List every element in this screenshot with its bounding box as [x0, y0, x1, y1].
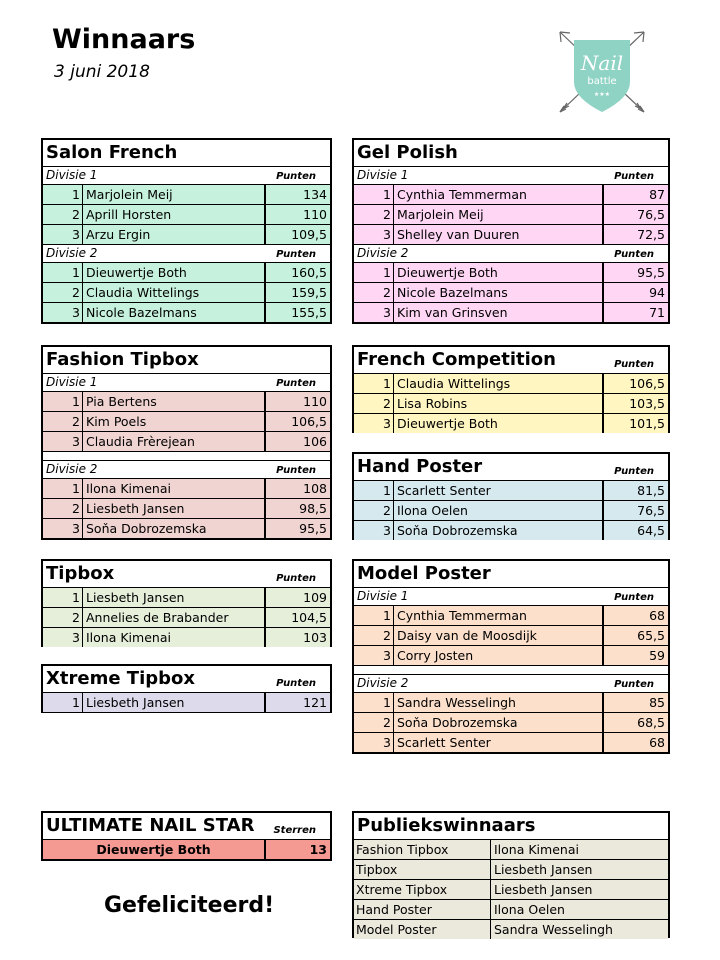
score-cell: 87 — [649, 187, 665, 202]
table-row — [43, 412, 330, 432]
points-label: Punten — [276, 465, 316, 476]
table-row — [354, 481, 668, 501]
rank-cell: 1 — [354, 606, 394, 625]
french-competition-box — [352, 345, 670, 433]
score-cell: 103,5 — [629, 396, 665, 411]
rank-cell: 3 — [354, 521, 394, 540]
table-row — [43, 519, 330, 538]
rank-cell: 2 — [43, 608, 83, 627]
box-title — [354, 454, 668, 481]
score-cell: 108 — [303, 481, 327, 496]
table-row — [43, 479, 330, 499]
name-cell: Ilona Kimenai — [83, 628, 266, 647]
tipbox-box — [41, 559, 332, 647]
score-cell: 85 — [649, 695, 665, 710]
name-cell: Scarlett Senter — [394, 733, 604, 752]
rank-cell: 1 — [43, 588, 83, 607]
name-cell: Lisa Robins — [394, 394, 604, 413]
division-rows — [354, 263, 668, 322]
table-row — [354, 900, 668, 920]
name-cell: Sandra Wesselingh — [494, 922, 613, 937]
score-cell: 95,5 — [637, 265, 665, 280]
score-cell: 65,5 — [637, 628, 665, 643]
rank-cell: 3 — [43, 628, 83, 647]
name-cell: Divisie 2 — [357, 246, 409, 260]
gel-polish-box — [352, 138, 670, 324]
table-row — [354, 860, 668, 880]
page-date: 3 juni 2018 — [54, 62, 150, 82]
name-cell: Divisie 1 — [357, 589, 409, 603]
table-row — [354, 414, 668, 433]
name-cell: Claudia Frèrejean — [83, 432, 266, 451]
box-title: Model Poster — [354, 561, 668, 588]
table-row — [354, 225, 668, 245]
table-row — [354, 521, 668, 540]
table-row — [43, 392, 330, 412]
table-row — [354, 646, 668, 666]
name-cell: Dieuwertje Both — [83, 263, 266, 282]
score-cell: 121 — [303, 695, 327, 710]
name-cell: Liesbeth Jansen — [494, 882, 593, 897]
points-label: Punten — [614, 466, 654, 477]
fashion-tipbox-box — [41, 345, 332, 540]
table-row — [43, 283, 330, 303]
rank-cell: 3 — [43, 225, 83, 244]
score-cell: 159,5 — [291, 285, 327, 300]
rank-cell: 3 — [43, 303, 83, 322]
points-label: Punten — [614, 249, 654, 260]
score-cell: 109,5 — [291, 227, 327, 242]
name-cell: Pia Bertens — [83, 392, 266, 411]
name-cell: Ilona Kimenai — [494, 842, 579, 857]
name-cell: Ilona Kimenai — [83, 479, 266, 498]
name-cell: Soňa Dobrozemska — [394, 713, 604, 732]
score-cell: 13 — [309, 842, 327, 857]
name-cell: Soňa Dobrozemska — [394, 521, 604, 540]
salon-french-box — [41, 138, 332, 324]
rank-cell: 2 — [354, 713, 394, 732]
score-cell: 94 — [649, 285, 665, 300]
division-rows — [354, 606, 668, 666]
rank-cell: 3 — [354, 733, 394, 752]
name-cell: Nicole Bazelmans — [394, 283, 604, 302]
table-row — [43, 205, 330, 225]
table-row — [43, 608, 330, 628]
name-cell: Liesbeth Jansen — [83, 499, 266, 518]
name-cell: Tipbox — [354, 860, 491, 879]
name-cell: Marjolein Meij — [83, 185, 266, 204]
points-label: Punten — [276, 378, 316, 389]
division-rows — [43, 185, 330, 245]
name-cell: Soňa Dobrozemska — [83, 519, 266, 538]
spacer — [354, 666, 668, 675]
table-row — [354, 374, 668, 394]
table-row — [43, 588, 330, 608]
division-rows — [354, 185, 668, 245]
name-cell: Xtreme Tipbox — [354, 880, 491, 899]
division-header — [354, 588, 668, 606]
rank-cell: 2 — [354, 394, 394, 413]
score-cell: 71 — [649, 305, 665, 320]
points-label: Punten — [276, 249, 316, 260]
points-label: Punten — [614, 359, 654, 370]
division-header — [43, 374, 330, 392]
division-header — [43, 167, 330, 185]
box-title: Gel Polish — [354, 140, 668, 167]
name-cell: Scarlett Senter — [394, 481, 604, 500]
rank-cell: 3 — [354, 225, 394, 244]
table-row — [354, 880, 668, 900]
table-row — [43, 628, 330, 647]
table-row — [354, 263, 668, 283]
table-row — [354, 713, 668, 733]
name-cell: Divisie 1 — [46, 168, 98, 182]
name-cell: Sandra Wesselingh — [394, 693, 604, 712]
ultimate-nail-star-box — [41, 811, 332, 861]
box-title: Fashion Tipbox — [43, 347, 330, 374]
table-row — [354, 626, 668, 646]
name-cell: Divisie 1 — [357, 168, 409, 182]
rank-cell: 2 — [43, 499, 83, 518]
table-row — [354, 693, 668, 713]
name-cell: Nicole Bazelmans — [83, 303, 266, 322]
rank-cell: 1 — [354, 263, 394, 282]
points-label: Punten — [614, 171, 654, 182]
score-cell: 106 — [303, 434, 327, 449]
score-cell: 106,5 — [629, 376, 665, 391]
rank-cell: 1 — [354, 693, 394, 712]
name-cell: Daisy van de Moosdijk — [394, 626, 604, 645]
svg-text:★★★: ★★★ — [593, 91, 611, 98]
name-cell: Cynthia Temmerman — [394, 185, 604, 204]
name-cell: Kim Poels — [83, 412, 266, 431]
score-cell: 72,5 — [637, 227, 665, 242]
table-row — [43, 225, 330, 245]
rank-cell: 2 — [354, 626, 394, 645]
rank-cell: 3 — [43, 432, 83, 451]
rank-cell: 3 — [354, 414, 394, 433]
box-title: Salon French — [43, 140, 330, 167]
spacer — [43, 452, 330, 461]
rank-cell: 2 — [354, 283, 394, 302]
rank-cell: 1 — [43, 392, 83, 411]
svg-text:Nail: Nail — [580, 51, 624, 75]
table-row — [43, 185, 330, 205]
name-cell: Model Poster — [354, 920, 491, 939]
score-cell: 106,5 — [291, 414, 327, 429]
rank-cell: 1 — [43, 693, 83, 712]
name-cell: Dieuwertje Both — [43, 840, 266, 859]
score-cell: 110 — [303, 207, 327, 222]
score-cell: 68 — [649, 608, 665, 623]
name-cell: Liesbeth Jansen — [83, 693, 266, 712]
points-label: Sterren — [273, 825, 316, 836]
score-cell: 101,5 — [629, 416, 665, 431]
rank-cell: 2 — [43, 283, 83, 302]
box-title — [43, 813, 330, 840]
score-cell: 95,5 — [299, 521, 327, 536]
rank-cell: 1 — [354, 185, 394, 204]
name-cell: Aprill Horsten — [83, 205, 266, 224]
score-cell: 59 — [649, 648, 665, 663]
score-cell: 76,5 — [637, 207, 665, 222]
table-row — [43, 840, 330, 859]
box-title: Publiekswinnaars — [354, 813, 668, 840]
name-cell: French Competition — [357, 349, 556, 370]
table-row — [354, 394, 668, 414]
score-cell: 103 — [303, 630, 327, 645]
score-cell: 134 — [303, 187, 327, 202]
rank-cell: 3 — [43, 519, 83, 538]
name-cell: Annelies de Brabander — [83, 608, 266, 627]
model-poster-box — [352, 559, 670, 754]
box-title — [43, 666, 330, 693]
score-cell: 68,5 — [637, 715, 665, 730]
score-cell: 81,5 — [637, 483, 665, 498]
division-header — [354, 245, 668, 263]
rank-cell: 3 — [354, 646, 394, 665]
score-cell: 110 — [303, 394, 327, 409]
table-row — [354, 840, 668, 860]
rank-cell: 1 — [354, 481, 394, 500]
rank-cell: 2 — [43, 205, 83, 224]
name-cell: Xtreme Tipbox — [46, 668, 195, 689]
rank-cell: 1 — [43, 263, 83, 282]
score-cell: 109 — [303, 590, 327, 605]
name-cell: Claudia Wittelings — [83, 283, 266, 302]
table-row — [354, 283, 668, 303]
division-header — [43, 245, 330, 263]
division-rows — [43, 479, 330, 538]
table-row — [43, 303, 330, 322]
table-row — [354, 501, 668, 521]
name-cell: Divisie 2 — [46, 246, 98, 260]
name-cell: Ilona Oelen — [394, 501, 604, 520]
nail-battle-logo — [552, 24, 652, 120]
division-rows — [43, 263, 330, 322]
table-row — [43, 693, 330, 712]
score-cell: 76,5 — [637, 503, 665, 518]
name-cell: Dieuwertje Both — [394, 414, 604, 433]
name-cell: Corry Josten — [394, 646, 604, 665]
rank-cell: 2 — [354, 205, 394, 224]
name-cell: Divisie 2 — [46, 462, 98, 476]
points-label: Punten — [614, 592, 654, 603]
name-cell: Cynthia Temmerman — [394, 606, 604, 625]
points-label: Punten — [614, 679, 654, 690]
division-header — [43, 461, 330, 479]
name-cell: Hand Poster — [357, 456, 483, 477]
name-cell: Ilona Oelen — [494, 902, 565, 917]
rank-cell: 2 — [354, 501, 394, 520]
table-row — [43, 432, 330, 452]
division-header — [354, 675, 668, 693]
box-title — [43, 561, 330, 588]
score-cell: 64,5 — [637, 523, 665, 538]
score-cell: 155,5 — [291, 305, 327, 320]
score-cell: 104,5 — [291, 610, 327, 625]
points-label: Punten — [276, 171, 316, 182]
rank-cell: 3 — [354, 303, 394, 322]
hand-poster-box — [352, 452, 670, 540]
division-header — [354, 167, 668, 185]
name-cell: Divisie 1 — [46, 375, 98, 389]
points-label: Punten — [276, 573, 316, 584]
rank-cell: 1 — [354, 374, 394, 393]
score-cell: 98,5 — [299, 501, 327, 516]
congratulations-text: Gefeliciteerd! — [104, 893, 275, 918]
name-cell: Dieuwertje Both — [394, 263, 604, 282]
rank-cell: 1 — [43, 185, 83, 204]
name-cell: Arzu Ergin — [83, 225, 266, 244]
table-row — [354, 185, 668, 205]
box-title — [354, 347, 668, 374]
svg-text:battle: battle — [587, 76, 617, 87]
table-row — [43, 263, 330, 283]
name-cell: Liesbeth Jansen — [494, 862, 593, 877]
name-cell: Divisie 2 — [357, 676, 409, 690]
name-cell: Liesbeth Jansen — [83, 588, 266, 607]
publiekswinnaars-box — [352, 811, 670, 938]
name-cell: Claudia Wittelings — [394, 374, 604, 393]
table-row — [354, 205, 668, 225]
name-cell: Fashion Tipbox — [354, 840, 491, 859]
page-title: Winnaars — [52, 24, 196, 55]
name-cell: Marjolein Meij — [394, 205, 604, 224]
division-rows — [354, 693, 668, 752]
rank-cell: 2 — [43, 412, 83, 431]
points-label: Punten — [276, 678, 316, 689]
name-cell: Shelley van Duuren — [394, 225, 604, 244]
table-row — [354, 606, 668, 626]
table-row — [354, 303, 668, 322]
name-cell: Tipbox — [46, 563, 115, 584]
division-rows — [43, 392, 330, 452]
rank-cell: 1 — [43, 479, 83, 498]
name-cell: Hand Poster — [354, 900, 491, 919]
xtreme-tipbox-box — [41, 664, 332, 713]
table-row — [43, 499, 330, 519]
name-cell: Kim van Grinsven — [394, 303, 604, 322]
table-row — [354, 733, 668, 752]
score-cell: 68 — [649, 735, 665, 750]
table-row — [354, 920, 668, 939]
score-cell: 160,5 — [291, 265, 327, 280]
name-cell: ULTIMATE NAIL STAR — [46, 815, 255, 836]
